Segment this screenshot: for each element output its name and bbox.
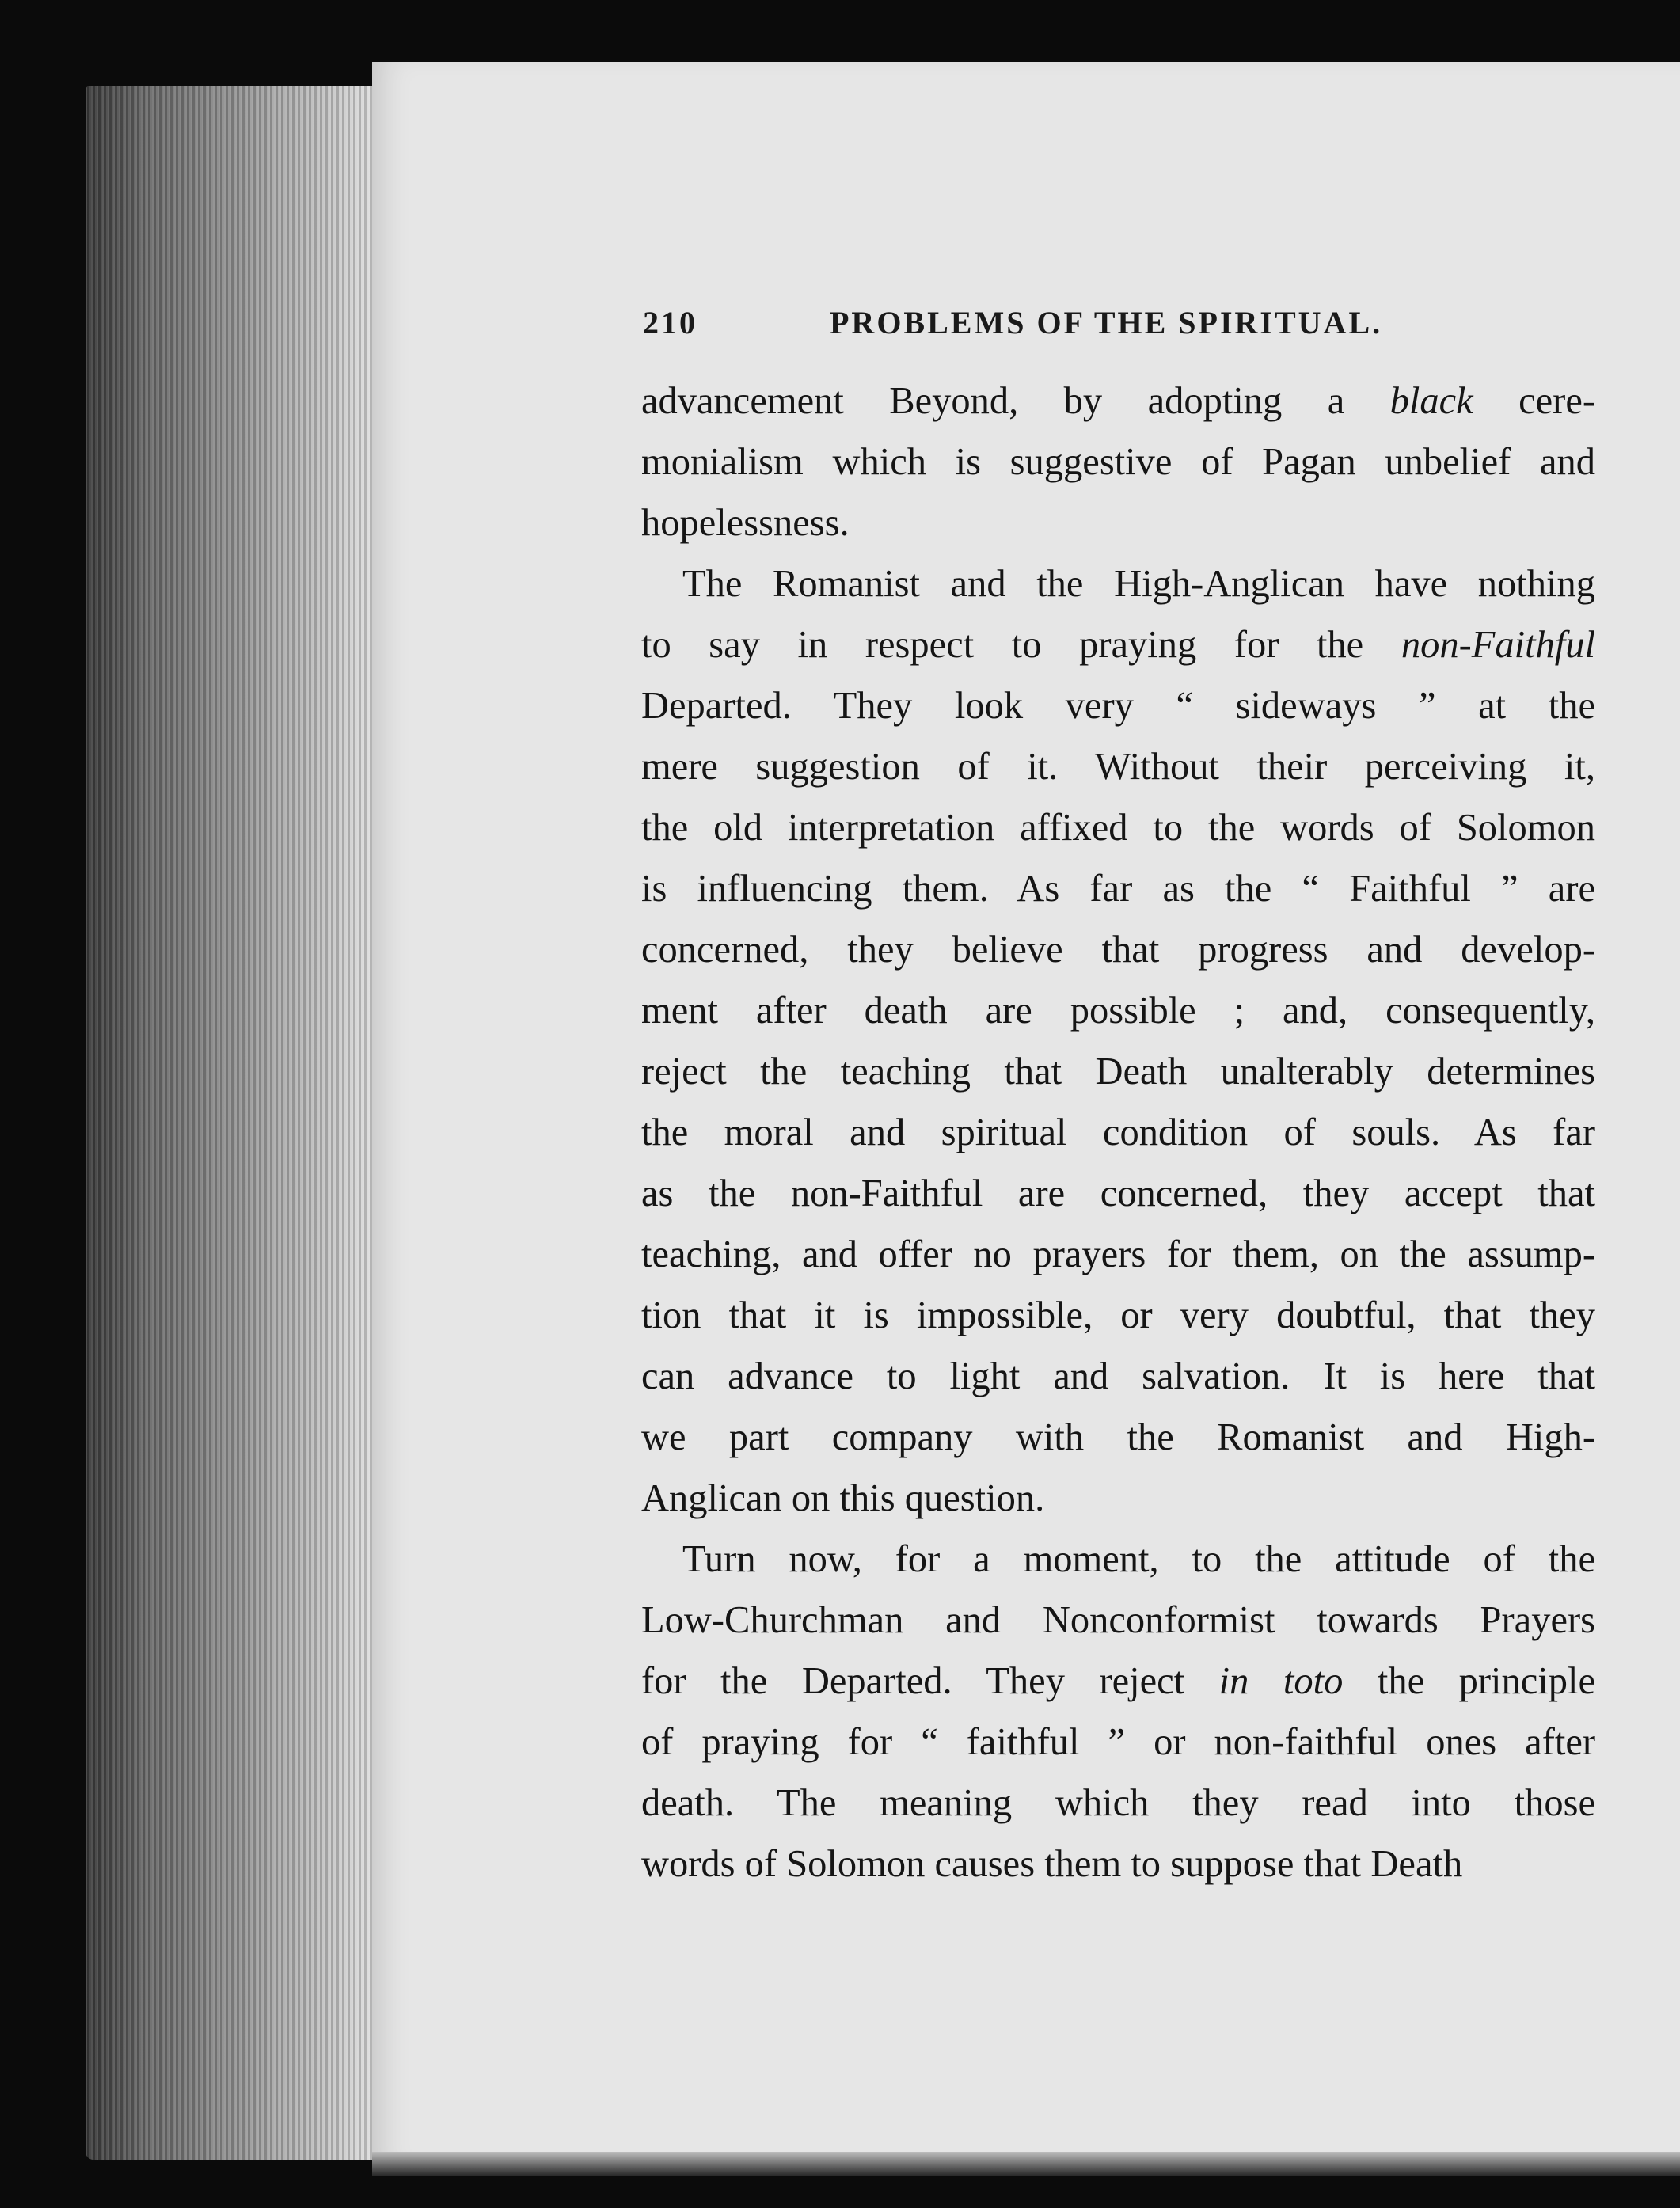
text-line: we part company with the Romanist and High- <box>641 1416 1595 1458</box>
text-line: teaching, and offer no prayers for them, on the assump- <box>641 1233 1595 1275</box>
italic-text: black <box>1389 380 1473 422</box>
text-line: words of Solomon causes them to suppose that Death <box>641 1843 1463 1885</box>
paragraph <box>641 1529 1595 1894</box>
running-title: PROBLEMS OF THE SPIRITUAL. <box>830 305 1383 340</box>
book-fore-edge <box>86 86 394 2160</box>
text-line: monialism which is suggestive of Pagan unbelief and <box>641 441 1595 483</box>
text-line: concerned, they believe that progress and develop- <box>641 929 1595 971</box>
text-line: the moral and spiritual condition of souls. As far <box>641 1112 1595 1153</box>
text-line: of praying for “ faithful ” or non-faithful ones after <box>641 1721 1595 1763</box>
text-line: as the non-Faithful are concerned, they accept that <box>641 1172 1595 1214</box>
text-line: to say in respect to praying for the non-Faithful <box>641 624 1595 666</box>
text-line: advancement Beyond, by adopting a black cere- <box>641 380 1595 422</box>
text-line: can advance to light and salvation. It is here that <box>641 1355 1595 1397</box>
page-number: 210 <box>643 305 697 340</box>
paragraph <box>641 371 1595 553</box>
text-line: Anglican on this question. <box>641 1477 1045 1519</box>
page-bottom-shadow <box>372 2152 1680 2176</box>
text-line: the old interpretation affixed to the words of Solomon <box>641 807 1595 849</box>
italic-text: non-Faithful <box>1401 624 1595 666</box>
text-line: tion that it is impossible, or very doubtful, that they <box>641 1294 1595 1336</box>
page-header <box>643 304 1593 352</box>
italic-text: in toto <box>1218 1660 1344 1702</box>
text-line: Turn now, for a moment, to the attitude of the <box>682 1538 1595 1580</box>
text-line: is influencing them. As far as the “ Faithful ” are <box>641 868 1595 910</box>
text-line: death. The meaning which they read into those <box>641 1782 1595 1824</box>
text-line: Departed. They look very “ sideways ” at the <box>641 685 1595 727</box>
text-line: Low-Churchman and Nonconformist towards Prayers <box>641 1599 1595 1641</box>
text-line: reject the teaching that Death unalterably determines <box>641 1051 1595 1093</box>
text-line: hopelessness. <box>641 502 850 544</box>
paragraph <box>641 553 1595 1529</box>
text-line: The Romanist and the High-Anglican have nothing <box>682 563 1595 605</box>
text-line: ment after death are possible ; and, consequently, <box>641 990 1595 1032</box>
text-line: mere suggestion of it. Without their perceiving it, <box>641 746 1595 788</box>
text-line: for the Departed. They reject in toto the principle <box>641 1660 1595 1702</box>
body-text <box>641 371 1595 1894</box>
